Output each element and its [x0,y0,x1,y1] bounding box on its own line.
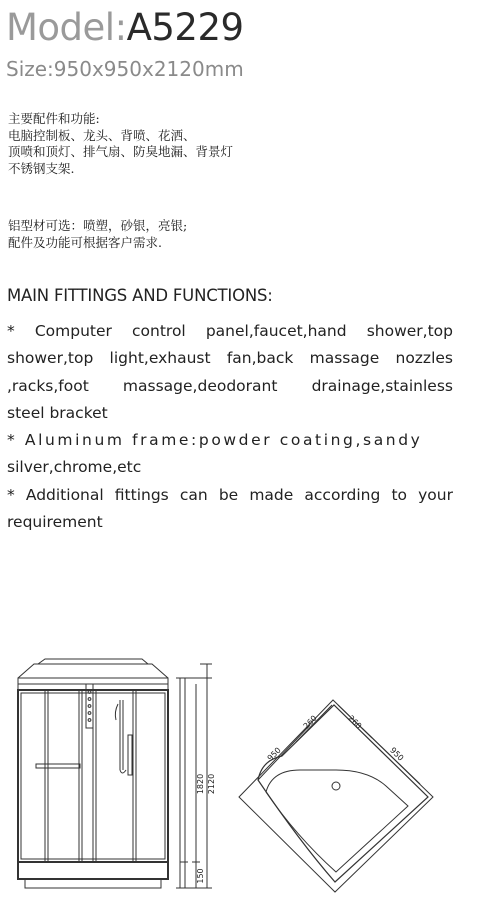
dim-left-inner: 260 [301,713,319,731]
fitting-line: steel bracket [7,403,108,422]
fitting-line: * Computer control panel,faucet,hand shower,top [7,322,453,340]
dim-right-side: 950 [388,745,406,763]
dim-total-height: 2120 [207,773,216,795]
front-elevation [18,659,212,888]
cn-line: 电脑控制板、龙头、背喷、花洒、 [8,127,196,143]
dim-right-inner: 260 [346,713,364,731]
fittings-heading: MAIN FITTINGS AND FUNCTIONS: [7,286,273,305]
cn-line: 配件及功能可根据客户需求. [8,234,162,250]
cn-line: 主要配件和功能: [8,111,100,126]
chinese-fittings-block [8,111,233,177]
size-spec: Size:950x950x2120mm [6,57,244,81]
plan-view [239,700,433,892]
cn-line: 不锈钢支架. [8,160,75,176]
fitting-line: silver,chrome,etc [7,458,142,477]
model-label: Model: [6,6,127,49]
fitting-line: * Additional fittings can be made according to your [7,485,453,504]
chinese-options-block [8,218,187,251]
dim-left-side: 950 [265,745,283,763]
fitting-line: ,racks,foot massage,deodorant drainage,stainless [7,376,453,395]
dim-base-height: 150 [196,868,205,884]
cn-line: 顶喷和顶灯、排气扇、防臭地漏、背景灯 [8,144,234,159]
fittings-list [7,318,453,536]
fitting-line: shower,top light,exhaust fan,back massage nozzles [7,349,453,368]
technical-drawing [0,640,491,899]
fitting-line: requirement [7,513,103,532]
cn-line: 铝型材可选：喷塑，砂银，亮银; [8,218,188,233]
model-number: A5229 [126,6,244,49]
dim-cabin-height: 1820 [196,773,205,795]
fitting-line: * Aluminum frame:powder coating,sandy [7,431,423,450]
model-title [6,6,244,50]
